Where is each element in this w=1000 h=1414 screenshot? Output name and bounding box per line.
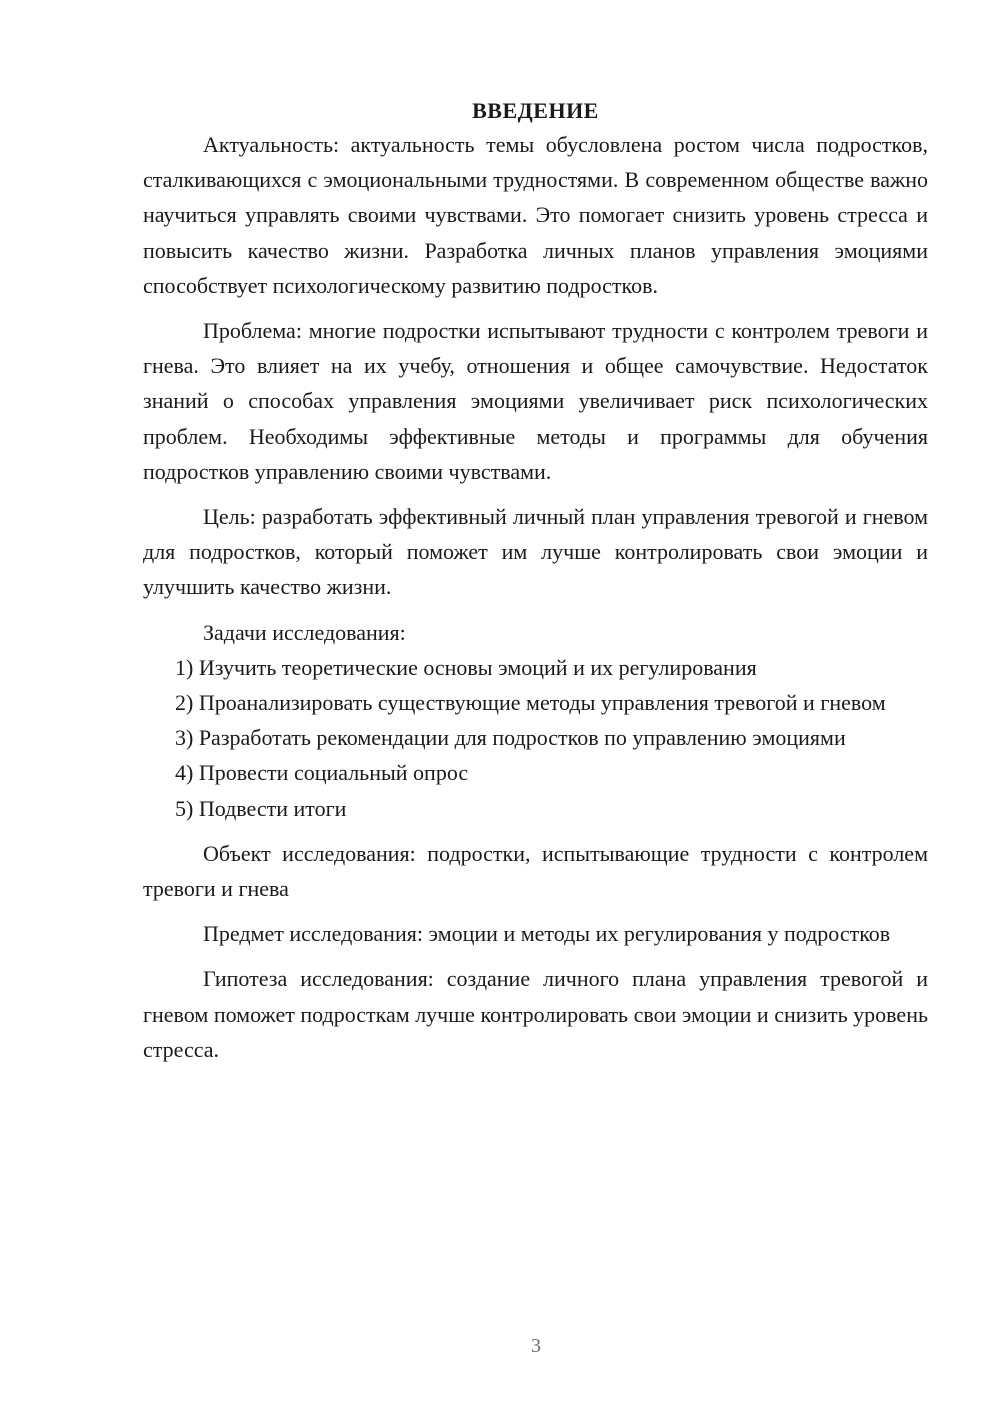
problem-paragraph: Проблема: многие подростки испытывают трудности с контролем тревоги и гнева. Это влияет на их учебу, отношения и общее самочувствие. Недостаток знаний о способах управления эмоциями увеличивает риск психологических проблем. Необходимы эффективные методы и программы для обучения подростков управлению своими чувствами. xyxy=(143,318,928,484)
task-item-1: 1) Изучить теоретические основы эмоций и их регулирования xyxy=(175,654,757,680)
task-item-4: 4) Провести социальный опрос xyxy=(175,760,469,786)
task-item-5: 5) Подвести итоги xyxy=(175,795,347,821)
subject-paragraph: Предмет исследования: эмоции и методы их регулирования у подростков xyxy=(203,921,891,947)
document-page xyxy=(143,95,928,1067)
task-item-2: 2) Проанализировать существующие методы управления тревогой и гневом xyxy=(175,690,886,716)
page-title: ВВЕДЕНИЕ xyxy=(472,98,599,123)
tasks-heading: Задачи исследования: xyxy=(203,619,406,645)
task-item-3: 3) Разработать рекомендации для подростков по управлению эмоциями xyxy=(175,725,846,751)
page-number: 3 xyxy=(531,1335,541,1357)
hypothesis-paragraph: Гипотеза исследования: создание личного плана управления тревогой и гневом поможет подросткам лучше контролировать свои эмоции и снизить уровень стресса. xyxy=(143,966,928,1062)
relevance-paragraph: Актуальность: актуальность темы обусловлена ростом числа подростков, сталкивающихся с эмоциональными трудностями. В современном обществе важно научиться управлять своими чувствами. Это помогает снизить уровень стресса и повысить качество жизни. Разработка личных планов управления эмоциями способствует психологическому развитию подростков. xyxy=(143,132,928,298)
object-paragraph: Объект исследования: подростки, испытывающие трудности с контролем тревоги и гнева xyxy=(143,840,928,902)
goal-paragraph: Цель: разработать эффективный личный план управления тревогой и гневом для подростков, который поможет им лучше контролировать свои эмоции и улучшить качество жизни. xyxy=(143,504,928,600)
